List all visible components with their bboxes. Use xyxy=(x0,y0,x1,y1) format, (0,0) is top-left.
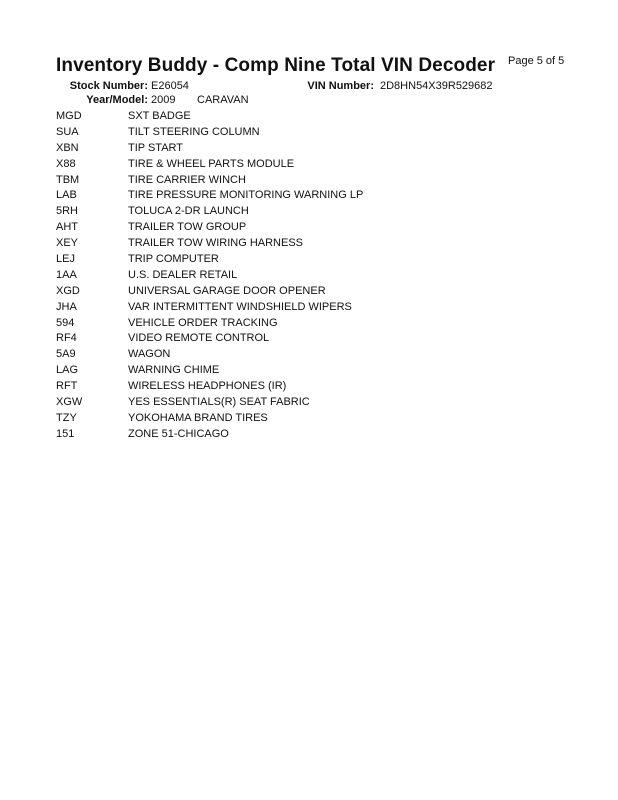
option-code: LEJ xyxy=(56,253,75,266)
option-code: XEY xyxy=(56,237,79,250)
option-description: TILT STEERING COLUMN xyxy=(128,125,260,138)
option-code: XGW xyxy=(56,396,83,409)
list-item xyxy=(56,411,556,427)
document-title: Inventory Buddy - Comp Nine Total VIN Decoder xyxy=(56,55,496,76)
year-model-label: Year/Model: xyxy=(86,94,148,106)
option-code: RF4 xyxy=(56,332,77,345)
option-code: 151 xyxy=(56,427,75,440)
vin-number-label: VIN Number: xyxy=(307,80,374,92)
option-code: XBN xyxy=(56,141,79,154)
option-description: TRAILER TOW GROUP xyxy=(128,221,247,234)
stock-number-label: Stock Number: xyxy=(69,80,148,92)
list-item xyxy=(56,125,556,141)
option-description: TRAILER TOW WIRING HARNESS xyxy=(128,237,304,250)
option-description: VAR INTERMITTENT WINDSHIELD WIPERS xyxy=(128,300,352,313)
option-code: LAB xyxy=(56,189,77,202)
list-item xyxy=(56,236,556,252)
option-code: X88 xyxy=(56,157,76,170)
list-item xyxy=(56,268,556,284)
option-description: ZONE 51-CHICAGO xyxy=(128,427,229,440)
list-item xyxy=(56,252,556,268)
option-description: WAGON xyxy=(128,348,171,361)
list-item xyxy=(56,363,556,379)
list-item xyxy=(56,284,556,300)
option-code: LAG xyxy=(56,364,79,377)
option-description: SXT BADGE xyxy=(128,110,191,122)
option-description: TIP START xyxy=(128,141,184,154)
option-code: XGD xyxy=(56,284,80,297)
list-item xyxy=(56,427,556,443)
list-item xyxy=(56,300,556,316)
list-item xyxy=(56,331,556,347)
option-description: TOLUCA 2-DR LAUNCH xyxy=(128,205,249,218)
option-code: TZY xyxy=(56,411,77,424)
model-value: CARAVAN xyxy=(197,94,249,106)
list-item xyxy=(56,316,556,332)
list-item xyxy=(56,109,556,125)
option-description: WARNING CHIME xyxy=(128,364,220,377)
option-code-list xyxy=(56,109,556,443)
option-code: SUA xyxy=(56,125,79,138)
option-description: TIRE CARRIER WINCH xyxy=(128,173,246,186)
option-description: TIRE & WHEEL PARTS MODULE xyxy=(128,157,295,170)
list-item xyxy=(56,157,556,173)
list-item xyxy=(56,220,556,236)
option-code: 5RH xyxy=(56,205,79,218)
list-item xyxy=(56,188,556,204)
list-item xyxy=(56,141,556,157)
page-number: Page 5 of 5 xyxy=(508,55,565,67)
option-description: VIDEO REMOTE CONTROL xyxy=(128,332,270,345)
list-item xyxy=(56,347,556,363)
option-description: YOKOHAMA BRAND TIRES xyxy=(128,411,268,424)
option-code: 5A9 xyxy=(56,348,76,361)
option-code: TBM xyxy=(56,173,80,186)
option-description: WIRELESS HEADPHONES (IR) xyxy=(128,380,287,393)
option-description: TIRE PRESSURE MONITORING WARNING LP xyxy=(128,189,364,202)
option-code: RFT xyxy=(56,380,78,393)
option-description: TRIP COMPUTER xyxy=(128,253,219,266)
option-description: U.S. DEALER RETAIL xyxy=(128,268,238,281)
option-code: 1AA xyxy=(56,268,77,281)
year-value: 2009 xyxy=(151,94,176,106)
option-description: VEHICLE ORDER TRACKING xyxy=(128,316,278,329)
option-code: JHA xyxy=(56,300,77,313)
stock-number-value: E26054 xyxy=(151,80,189,92)
list-item xyxy=(56,173,556,189)
option-code: AHT xyxy=(56,221,78,234)
list-item xyxy=(56,204,556,220)
option-description: UNIVERSAL GARAGE DOOR OPENER xyxy=(128,284,326,297)
option-code: 594 xyxy=(56,316,75,329)
vin-number-value: 2D8HN54X39R529682 xyxy=(380,80,493,92)
list-item xyxy=(56,379,556,395)
list-item xyxy=(56,395,556,411)
option-description: YES ESSENTIALS(R) SEAT FABRIC xyxy=(128,396,310,409)
option-code: MGD xyxy=(56,110,82,122)
